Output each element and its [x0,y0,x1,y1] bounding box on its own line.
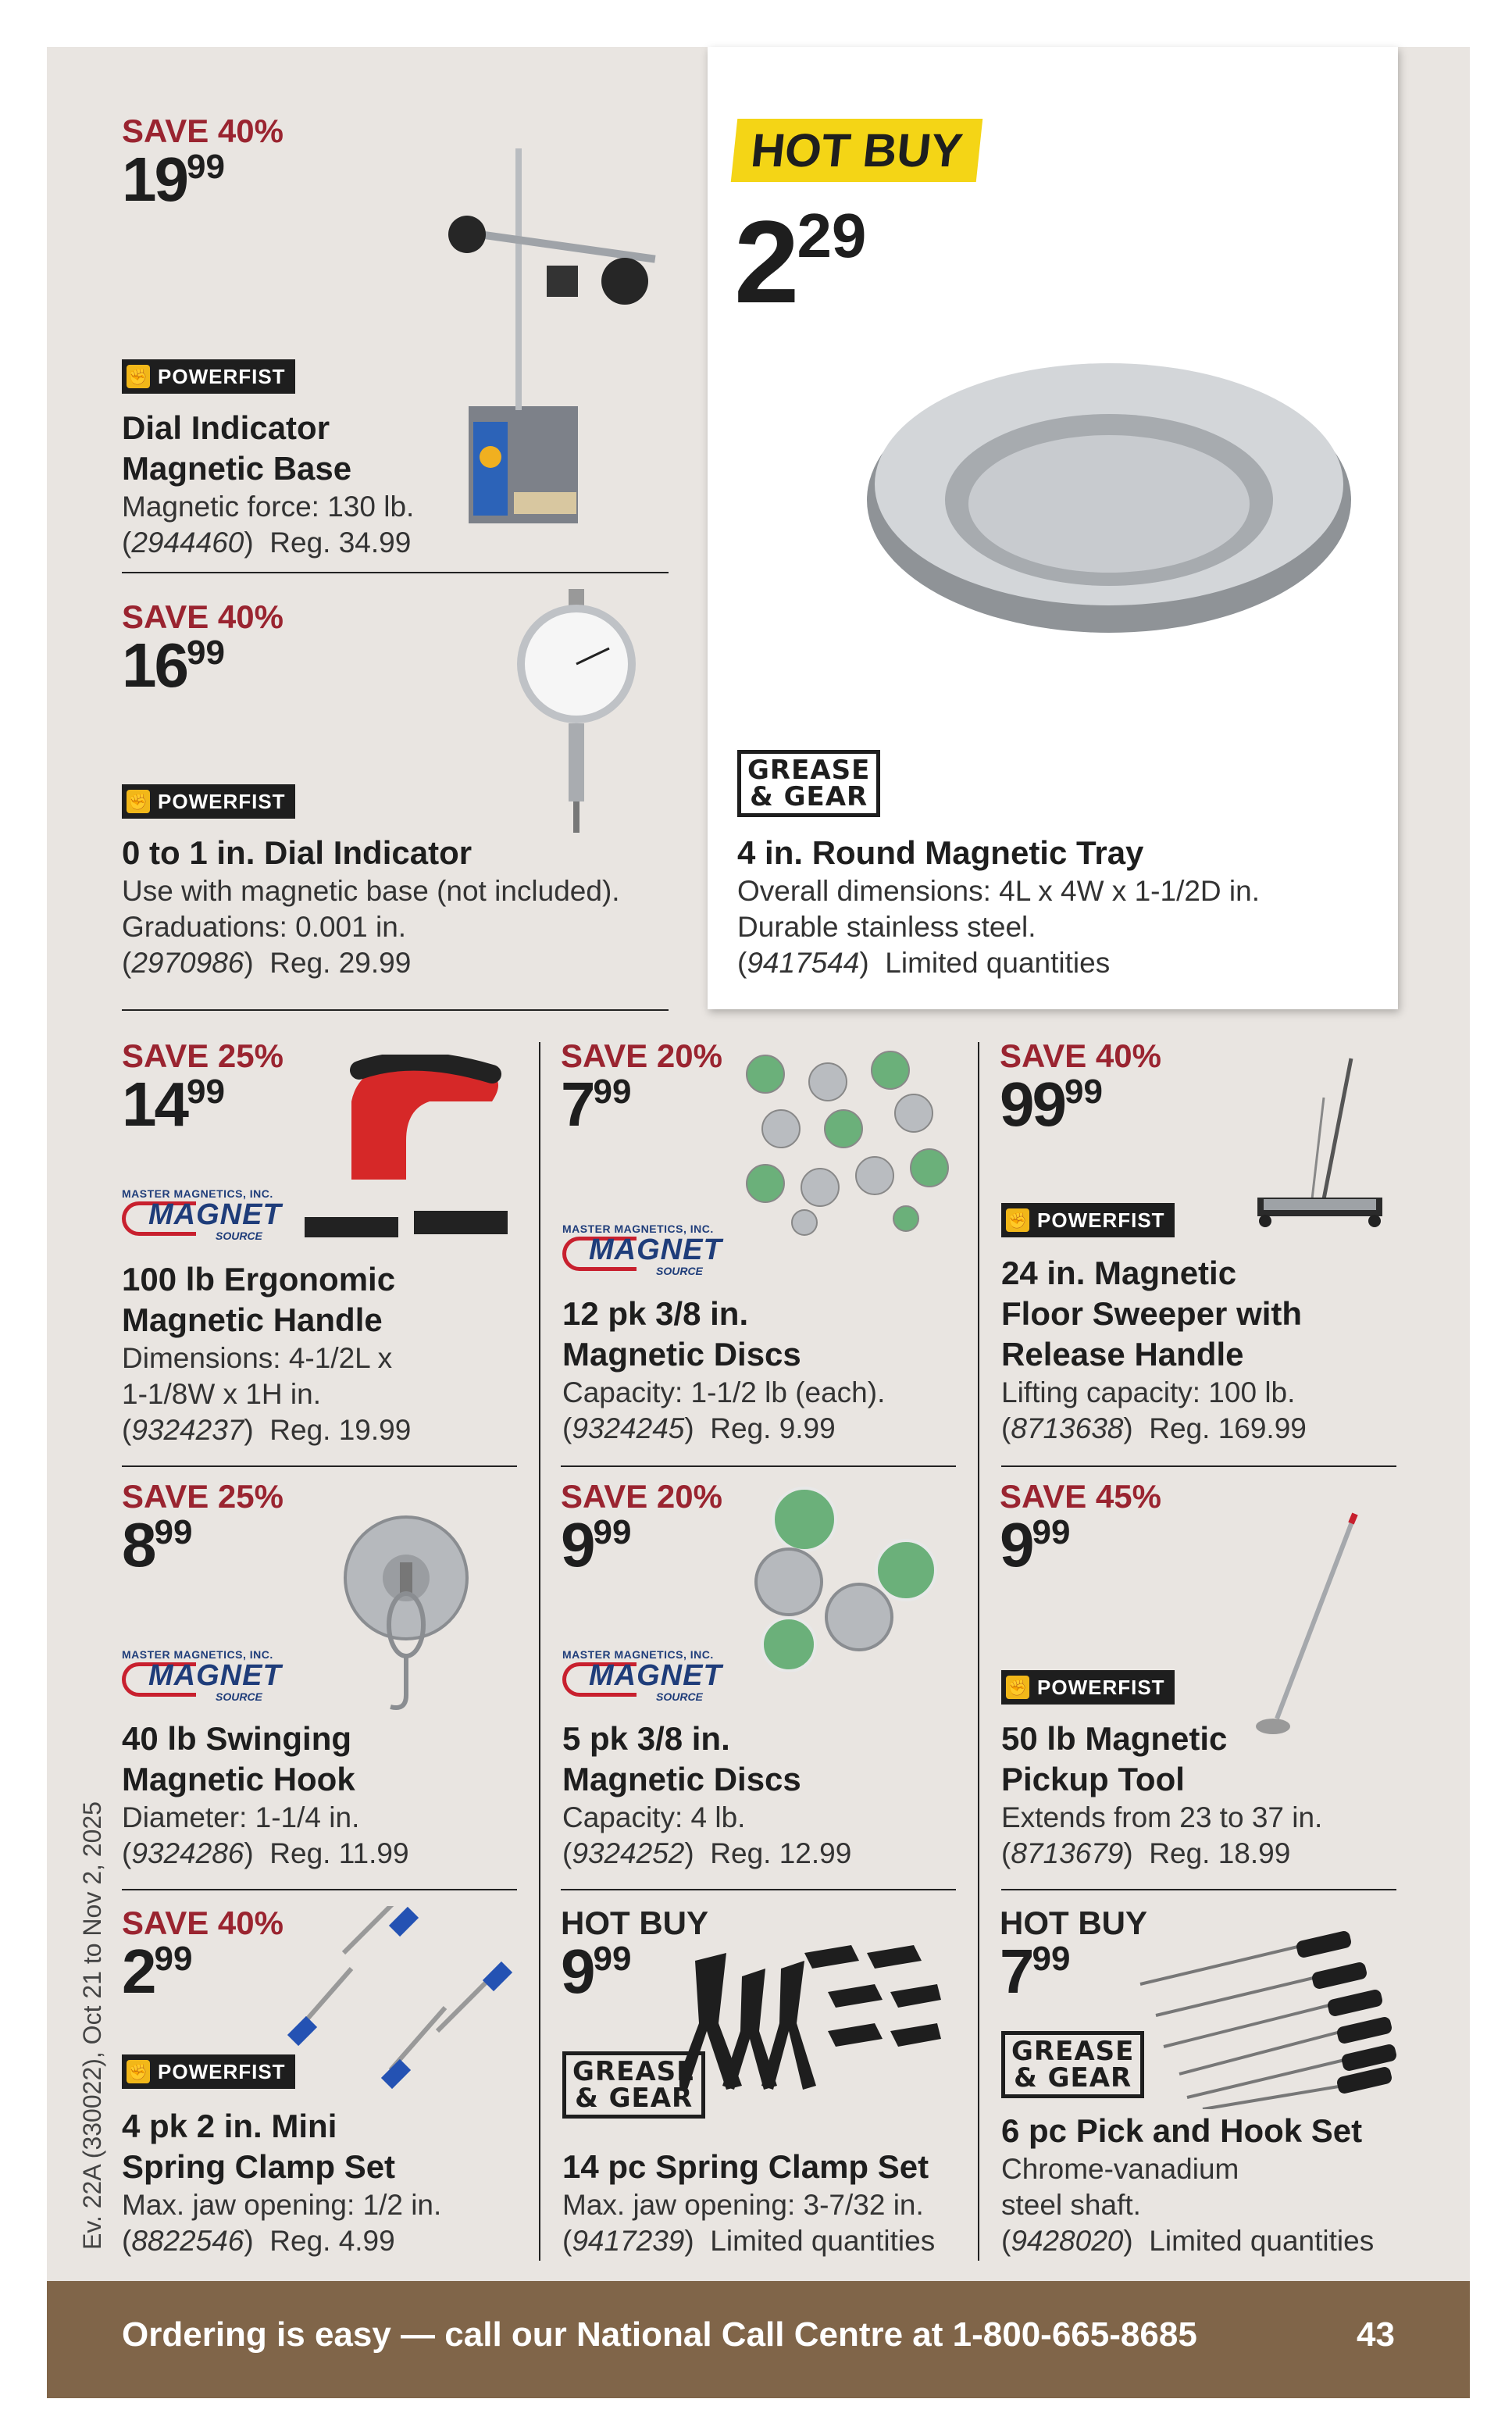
product-info [562,2147,984,2259]
product-name: 4 pk 2 in. Mini [122,2108,337,2144]
product-desc: Magnetic force: 130 lb. [122,491,415,523]
product-sku-reg: (9324286) Reg. 11.99 [122,1837,409,1869]
product-name: 40 lb Swinging [122,1720,352,1757]
divider [122,1465,517,1467]
magnet-source-logo: MASTER MAGNETICS, INC. MAGNET SOURCE [562,1648,722,1703]
product-desc: Capacity: 4 lb. [562,1801,746,1833]
product-name-line2: Floor Sweeper with [1001,1295,1303,1332]
product-desc-line2: 1-1/8W x 1H in. [122,1378,321,1410]
hot-buy-label: HOT BUY [1000,1904,1147,1941]
product-desc: Lifting capacity: 100 lb. [1001,1376,1296,1408]
product-name: 50 lb Magnetic [1001,1720,1228,1757]
powerfist-logo-wrap [1001,1670,1175,1705]
product-desc: Dimensions: 4-1/2L x [122,1342,393,1374]
magnetic-hook-image [328,1515,484,1726]
price: 999 [561,1937,632,2006]
fist-icon: ✊ [127,2060,150,2083]
product-name: 5 pk 3/8 in. [562,1720,730,1757]
product-info [122,1259,536,1448]
divider [122,572,669,573]
magnetic-handle-image [297,1055,515,1250]
powerfist-logo-wrap [1001,1203,1175,1237]
divider [1001,1889,1396,1890]
product-desc: Max. jaw opening: 1/2 in. [122,2189,442,2221]
magnetic-discs-5pk-image [734,1484,945,1672]
save-badge: SAVE 40% [122,112,284,149]
product-desc-line2: steel shaft. [1001,2189,1141,2221]
mini-clamps-image [281,1906,531,2101]
save-badge: SAVE 25% [122,1037,284,1074]
product-desc: Extends from 23 to 37 in. [1001,1801,1323,1833]
price: 799 [1000,1937,1071,2006]
product-info [122,359,669,561]
hero-price: 229 [734,196,867,327]
powerfist-logo-wrap [122,2054,295,2089]
product-info [1001,2111,1407,2259]
product-name: Dial Indicator [122,409,330,446]
product-info [1001,1253,1407,1447]
product-info [562,1719,968,1872]
product-name-line2: Magnetic Discs [562,1761,801,1797]
page-number: 43 [1357,2315,1395,2354]
powerfist-logo: ✊ POWERFIST [122,359,295,394]
product-info [562,1294,968,1447]
product-sku-reg: (9417239) Limited quantities [562,2225,936,2257]
product-info [122,2106,536,2259]
product-sku-reg: (9417544) Limited quantities [737,947,1111,979]
price: 1699 [122,630,225,700]
divider [561,1465,956,1467]
product-name-line2: Magnetic Hook [122,1761,355,1797]
product-name-line3: Release Handle [1001,1336,1244,1373]
product-desc: Max. jaw opening: 3-7/32 in. [562,2189,924,2221]
price: 999 [1000,1510,1071,1580]
column-divider [978,1042,979,2261]
grease-gear-logo: GREASE & GEAR [562,2051,705,2119]
product-desc: Overall dimensions: 4L x 4W x 1-1/2D in. [737,875,1260,907]
product-name: 4 in. Round Magnetic Tray [737,834,1144,871]
product-name: 0 to 1 in. Dial Indicator [122,834,472,871]
divider [1001,1465,1396,1467]
spring-clamps-image [679,1929,961,2109]
product-name: 14 pc Spring Clamp Set [562,2148,929,2185]
pick-hook-set-image [1132,1929,1398,2109]
powerfist-logo: ✊ POWERFIST [122,2054,295,2089]
product-name-line2: Spring Clamp Set [122,2148,396,2185]
save-badge: SAVE 45% [1000,1478,1161,1515]
product-desc: Diameter: 1-1/4 in. [122,1801,360,1833]
product-sku-reg: (2970986) Reg. 29.99 [122,947,412,979]
product-info [122,784,700,981]
product-name-line2: Pickup Tool [1001,1761,1185,1797]
save-badge: SAVE 20% [561,1037,722,1074]
product-desc: Capacity: 1-1/2 lb (each). [562,1376,886,1408]
column-divider [539,1042,540,2261]
product-sku-reg: (8713679) Reg. 18.99 [1001,1837,1291,1869]
product-name-line2: Magnetic Base [122,450,352,487]
divider [561,1889,956,1890]
product-info [737,833,1378,981]
fist-icon: ✊ [1006,1676,1029,1699]
product-name-line2: Magnetic Handle [122,1301,383,1338]
edition-date-text: Ev. 22A (330022), Oct 21 to Nov 2, 2025 [78,1801,106,2250]
product-sku-reg: (8713638) Reg. 169.99 [1001,1412,1307,1444]
product-name: 12 pk 3/8 in. [562,1295,749,1332]
save-badge: SAVE 25% [122,1478,284,1515]
magnet-source-logo: MASTER MAGNETICS, INC. MAGNET SOURCE [562,1223,722,1277]
divider [122,1009,669,1011]
pickup-tool-image [1242,1508,1367,1742]
price: 999 [561,1510,632,1580]
price: 1499 [122,1069,225,1139]
price: 799 [561,1069,632,1139]
fist-icon: ✊ [1006,1208,1029,1232]
product-name: 100 lb Ergonomic [122,1261,396,1298]
product-sku-reg: (9324237) Reg. 19.99 [122,1414,412,1446]
product-sku-reg: (2944460) Reg. 34.99 [122,527,412,559]
product-sku-reg: (9428020) Limited quantities [1001,2225,1375,2257]
call-centre-message: Ordering is easy — call our National Call Centre at 1-800-665-8685 [122,2315,1197,2354]
product-desc: Use with magnetic base (not included). [122,875,620,907]
footer-bar [47,2281,1470,2398]
product-desc-line2: Graduations: 0.001 in. [122,911,407,943]
save-badge: SAVE 40% [122,598,284,635]
fist-icon: ✊ [127,365,150,388]
grease-gear-logo: GREASE & GEAR [737,750,880,817]
product-sku-reg: (9324252) Reg. 12.99 [562,1837,852,1869]
product-sku-reg: (8822546) Reg. 4.99 [122,2225,395,2257]
product-name: 6 pc Pick and Hook Set [1001,2112,1363,2149]
product-desc: Chrome-vanadium [1001,2153,1239,2185]
save-badge: SAVE 40% [122,1904,284,1941]
powerfist-logo: ✊ POWERFIST [1001,1670,1175,1705]
product-desc-line2: Durable stainless steel. [737,911,1036,943]
magnet-source-logo: MASTER MAGNETICS, INC. MAGNET SOURCE [122,1648,282,1703]
magnet-source-logo: MASTER MAGNETICS, INC. MAGNET SOURCE [122,1187,282,1242]
powerfist-logo: ✊ POWERFIST [122,784,295,819]
hot-buy-badge: HOT BUY [731,119,983,182]
fist-icon: ✊ [127,790,150,813]
grease-gear-logo: GREASE & GEAR [1001,2031,1144,2098]
product-sku-reg: (9324245) Reg. 9.99 [562,1412,836,1444]
magnetic-discs-image [734,1051,953,1238]
price: 1999 [122,145,225,214]
product-name-line2: Magnetic Discs [562,1336,801,1373]
price: 299 [122,1937,193,2006]
price: 9999 [1000,1069,1103,1139]
magnetic-tray-image [859,344,1359,656]
price: 899 [122,1510,193,1580]
save-badge: SAVE 40% [1000,1037,1161,1074]
floor-sweeper-image [1250,1051,1390,1254]
product-info [122,1719,536,1872]
product-info [1001,1719,1407,1872]
save-badge: SAVE 20% [561,1478,722,1515]
powerfist-logo: ✊ POWERFIST [1001,1203,1175,1237]
hot-buy-label: HOT BUY [561,1904,708,1941]
divider [122,1889,517,1890]
product-name: 24 in. Magnetic [1001,1255,1237,1291]
